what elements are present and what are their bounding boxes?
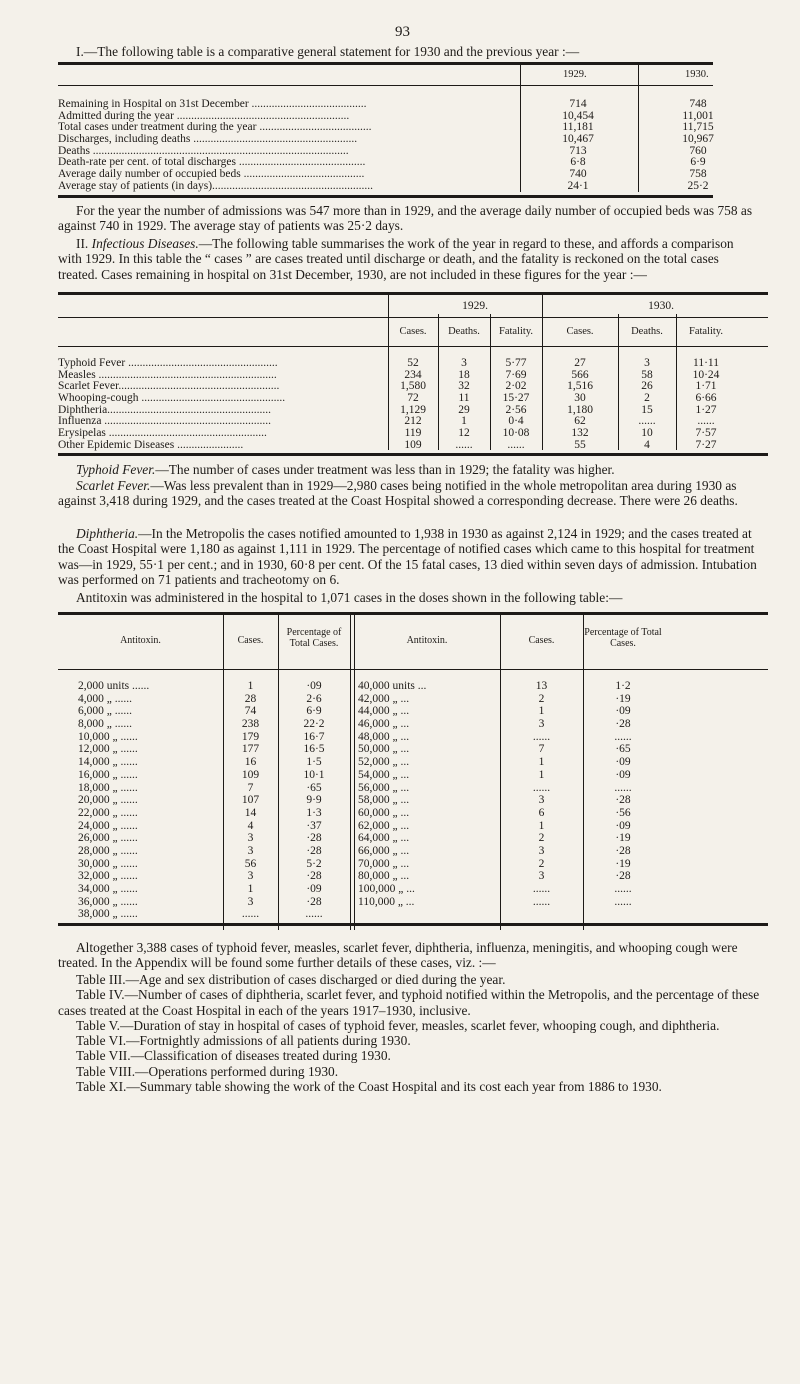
cell-value: 3 [644,357,650,369]
cell-value: 58 [641,368,653,381]
cases-right: ...... [532,895,551,908]
dose-left: 36,000 „ ...... [78,895,138,908]
pct-right: ...... [614,895,632,908]
cases-right: 2 [538,857,545,870]
dose-left: 24,000 „ ...... [78,819,138,832]
typhoid-heading: Typhoid Fever. [76,462,156,477]
pct-left: 1·3 [306,806,322,819]
cases-left: 179 [241,730,260,743]
pct-left: ·09 [306,680,322,692]
cell-value: 119 [404,427,422,440]
cell-value: 29 [458,403,470,416]
cell-value: 30 [574,392,586,405]
pct-left: ·37 [306,819,322,832]
pct-right: 1·2 [615,680,631,692]
para-infectious-body: —The following table summarises the work of the year in regard to these, and affords a comparison with 1929. In this table the “ cases ” are cases treated until discharge or death, and the fatality is reckoned on the total cases treated. Cases remaining in hospital on 31st December, 1930, are not included in these figures for the year :— [58,236,734,282]
column-header: Percentage of Total Cases. [584,627,662,649]
cases-right: 1 [538,705,545,718]
pct-right: ·28 [615,794,631,807]
dose-right: 70,000 „ ... [358,857,410,870]
cell-value: 55 [574,438,586,451]
table-row [58,392,768,404]
dose-left: 10,000 „ ...... [78,730,138,743]
intro-text: I.—The following table is a comparative general statement for 1930 and the previous year :— [76,44,580,59]
pct-right: ·28 [615,844,631,857]
cases-right: 13 [535,680,548,692]
cases-left: 1 [247,680,254,692]
pct-right: ...... [614,730,632,743]
cell-value: 11·11 [693,357,719,369]
cases-left: 74 [244,705,257,718]
pct-right: ·09 [615,768,631,781]
row-label: Average stay of patients (in days)........................................................ [58,179,374,192]
dose-left: 8,000 „ ...... [78,718,132,731]
dose-right: 50,000 „ ... [358,743,410,756]
pct-left: ·28 [306,844,322,857]
dose-right: 42,000 „ ... [358,692,410,705]
cases-right: ...... [532,883,551,895]
table-row [58,870,768,883]
pct-right: ·28 [615,870,631,883]
disease-name: Other Epidemic Diseases ....................... [58,438,244,451]
dose-right: 56,000 „ ... [358,781,410,794]
dose-right: 40,000 units ... [358,680,427,692]
cell-value: 1 [461,415,467,428]
table-row [58,820,768,833]
cell-value: 7·27 [695,438,717,451]
pct-right: ·09 [615,756,631,769]
para-typhoid [58,462,768,477]
appendix-item: Table VII.—Classification of diseases treated during 1930. [76,1048,391,1064]
cases-left: 7 [247,781,254,794]
value-1929: 10,454 [562,109,594,122]
cell-value: 62 [574,415,586,428]
cases-right: 2 [538,832,545,845]
dose-left: 18,000 „ ...... [78,781,138,794]
table-row [58,98,713,110]
row-label: Average daily number of occupied beds .......................................... [58,168,365,181]
para-infectious [58,236,758,282]
table-row [58,404,768,416]
para-admissions: For the year the number of admissions was 547 more than in 1929, and the average daily number of occupied beds was 758 as against 740 in 1929. The average stay of patients was 25·2 days. [58,203,753,234]
cases-left: 238 [241,718,260,731]
pct-right: ·19 [615,692,631,705]
table-row [58,896,768,909]
scarlet-heading: Scarlet Fever. [76,478,151,493]
table-row [58,180,713,192]
cell-value: 1·71 [695,380,717,393]
cell-value: 2 [644,392,650,405]
value-1930: 758 [689,168,707,181]
table-row [58,133,713,145]
cell-value: 15·27 [502,392,530,405]
infectious-table [58,292,768,456]
cell-value: 234 [404,368,422,381]
row-label: Remaining in Hospital on 31st December ........................................ [58,98,367,110]
pct-right: ·19 [615,857,631,870]
pct-right: ...... [614,883,632,895]
pct-left: 16·7 [303,730,325,743]
appendix-item: Table VIII.—Operations performed during 1930. [76,1063,339,1079]
cases-left: 56 [244,857,257,870]
para-antitoxin: Antitoxin was administered in the hospital to 1,071 cases in the doses shown in the following table:— [76,590,623,605]
para-scarlet [58,478,768,509]
column-header: Fatality. [498,326,534,337]
dose-right: 66,000 „ ... [358,844,410,857]
pct-left: 5·2 [306,857,322,870]
cases-left: 4 [247,819,254,832]
diphtheria-body: —In the Metropolis the cases notified amounted to 1,938 in 1930 as against 2,124 in 1929; and the cases treated at the Coast Hospital were 1,180 as against 1,111 in 1929. The percentage of notified cases which came to this hospital for treatment was—in 1929, 55·1 per cent.; and in 1930, 60·8 per cent. Of the 15 fatal cases, 13 died within seven days of admission. Intubation was performed on 71 patients and tracheotomy on 6. [58,526,757,587]
cases-left: 107 [241,794,260,807]
row-label: Discharges, including deaths ......................................................... [58,133,358,146]
cases-right: 7 [538,743,545,756]
table-row [58,145,713,157]
cell-value: ...... [507,438,525,451]
cases-left: 3 [247,870,254,883]
dose-left: 34,000 „ ...... [78,883,138,895]
value-1930: 10,967 [682,133,714,146]
pct-left: 2·6 [306,692,322,705]
table-row [58,883,768,896]
value-1929: 740 [569,168,587,181]
cell-value: 212 [404,415,422,428]
table-row [58,782,768,795]
disease-name: Erysipelas ....................................................... [58,427,267,440]
cell-value: 0·4 [508,415,524,428]
cell-value: 6·66 [695,392,717,405]
dose-left: 12,000 „ ...... [78,743,138,756]
table-row [58,693,768,706]
cell-value: 32 [458,380,470,393]
para-infectious-number: II. [76,236,92,251]
pct-left: ·28 [306,870,322,883]
table-row [58,794,768,807]
scarlet-body: —Was less prevalent than in 1929—2,980 cases being notified in the whole metropolitan area during 1930 as against 3,418 during 1929, and the cases treated at the Coast Hospital showed a corresponding decrease. There were 26 deaths. [58,478,738,509]
value-1929: 10,467 [562,133,594,146]
dose-right: 64,000 „ ... [358,832,410,845]
cell-value: 7·69 [505,368,527,381]
pct-left: 9·9 [306,794,322,807]
cell-value: 11 [458,392,470,405]
pct-right: ·19 [615,832,631,845]
cell-value: 3 [461,357,467,369]
table-row [58,121,713,133]
cell-value: 18 [458,368,470,381]
appendix-item: Table VI.—Fortnightly admissions of all patients during 1930. [76,1033,411,1049]
table-row [58,415,768,427]
column-header: Deaths. [631,326,663,337]
dose-right: 46,000 „ ... [358,718,410,731]
dose-right: 62,000 „ ... [358,819,410,832]
cases-left: 16 [244,756,257,769]
table-row [58,427,768,439]
typhoid-body: —The number of cases under treatment was less than in 1929; the fatality was higher. [155,462,615,477]
table-row [58,858,768,871]
value-1929: 713 [569,144,587,157]
cases-left: 109 [241,768,260,781]
table-row [58,908,768,921]
cell-value: 52 [407,357,419,369]
table-row [58,705,768,718]
cases-left: 3 [247,844,254,857]
cell-value: ...... [638,415,656,428]
value-1929: 6·8 [570,156,586,169]
table-row [58,743,768,756]
pct-left: ·65 [306,781,322,794]
cases-right: 6 [538,806,545,819]
dose-left: 16,000 „ ...... [78,768,138,781]
cell-value: 4 [644,438,650,451]
appendix-item: Table V.—Duration of stay in hospital of cases of typhoid fever, measles, scarlet fever, whooping cough, and diphtheria. [76,1017,720,1033]
pct-right: ...... [614,781,632,794]
dose-right: 100,000 „ ... [358,883,415,895]
table-row [58,156,713,168]
value-1930: 760 [689,144,707,157]
column-header: Percentage of Total Cases. [286,627,342,649]
cases-left: 177 [241,743,260,756]
dose-right: 80,000 „ ... [358,870,410,883]
cases-left: 3 [247,895,254,908]
pct-left: 6·9 [306,705,322,718]
dose-left: 28,000 „ ...... [78,844,138,857]
cell-value: 15 [641,403,653,416]
cell-value: 5·77 [505,357,527,369]
cell-value: 12 [458,427,470,440]
disease-name: Typhoid Fever .................................................... [58,357,278,369]
appendix-item: Table XI.—Summary table showing the work of the Coast Hospital and its cost each year from 1886 to 1930. [76,1079,662,1095]
page-number: 93 [395,24,410,40]
cell-value: 27 [574,357,586,369]
diphtheria-heading: Diphtheria. [76,526,139,541]
table-row [58,845,768,858]
row-label: Total cases under treatment during the year ....................................... [58,121,372,134]
cell-value: 1,129 [400,403,426,416]
table-row [58,357,768,369]
disease-name: Scarlet Fever........................................................ [58,380,280,393]
value-1930: 748 [689,98,707,110]
value-1930: 6·9 [690,156,706,169]
row-label: Admitted during the year ............................................................ [58,109,350,122]
column-header: Cases. [237,635,264,646]
column-header: Cases. [399,326,427,337]
cases-left: 3 [247,832,254,845]
dose-right: 60,000 „ ... [358,806,410,819]
pct-right: ·65 [615,743,631,756]
disease-name: Whooping-cough .................................................. [58,392,286,405]
value-1929: 11,181 [562,121,594,134]
value-1929: 24·1 [567,179,589,192]
pct-left: 22·2 [303,718,325,731]
cell-value: 132 [571,427,589,440]
cases-left: 14 [244,806,257,819]
pct-left: ·09 [306,883,322,895]
disease-name: Influenza .......................................................... [58,415,272,428]
cell-value: 10·08 [502,427,530,440]
cases-right: 2 [538,692,545,705]
pct-right: ·09 [615,819,631,832]
pct-left: 16·5 [303,743,325,756]
appendix-list [58,972,768,1094]
dose-right: 52,000 „ ... [358,756,410,769]
year-1929-group: 1929. [462,300,488,312]
pct-left: ·28 [306,895,322,908]
pct-right: ·56 [615,806,631,819]
cases-right: 3 [538,794,545,807]
table-row [58,680,768,693]
para-diphtheria [58,526,768,587]
cases-right: 1 [538,756,545,769]
dose-left: 6,000 „ ...... [78,705,132,718]
pct-left: ...... [305,908,323,921]
para-infectious-heading: Infectious Diseases. [91,236,199,251]
cell-value: ...... [697,415,715,428]
dose-left: 32,000 „ ...... [78,870,138,883]
cell-value: 1·27 [695,403,717,416]
cases-right: ...... [532,730,551,743]
cell-value: 1,516 [567,380,593,393]
dose-left: 30,000 „ ...... [78,857,138,870]
cases-right: 1 [538,768,545,781]
para-closing: Altogether 3,388 cases of typhoid fever, measles, scarlet fever, diphtheria, influenza, meningitis, and whooping cough were treated. In the Appendix will be found some further details of these cases, viz. :— [58,940,738,971]
value-1930: 11,001 [682,109,714,122]
general-table [58,62,713,198]
cell-value: 109 [404,438,422,451]
value-1929: 714 [569,98,587,110]
value-1930: 25·2 [687,179,709,192]
cases-right: 3 [538,718,545,731]
dose-right: 58,000 „ ... [358,794,410,807]
row-label: Deaths ......................................................................................... [58,144,349,157]
dose-right: 48,000 „ ... [358,730,410,743]
dose-right: 54,000 „ ... [358,768,410,781]
column-header: Antitoxin. [406,635,448,646]
antitoxin-table [58,612,768,926]
dose-left: 14,000 „ ...... [78,756,138,769]
cell-value: 26 [641,380,653,393]
cell-value: 566 [571,368,589,381]
cell-value: 72 [407,392,419,405]
dose-right: 44,000 „ ... [358,705,410,718]
column-header: Cases. [566,326,594,337]
cases-left: 1 [247,883,254,895]
cases-left: ...... [241,908,260,921]
table-row [58,439,768,451]
column-header: Fatality. [688,326,724,337]
cell-value: 10·24 [692,368,720,381]
column-header: Deaths. [448,326,480,337]
table-row [58,110,713,122]
cell-value: 2·56 [505,403,527,416]
cases-right: 3 [538,844,545,857]
disease-name: Measles .............................................................. [58,368,277,381]
table-row [58,718,768,731]
appendix-item: Table III.—Age and sex distribution of cases discharged or died during the year. [76,972,506,987]
cases-right: 1 [538,819,545,832]
dose-left: 20,000 „ ...... [78,794,138,807]
table-row [58,380,768,392]
dose-left: 22,000 „ ...... [78,806,138,819]
cell-value: ...... [455,438,473,451]
cell-value: 1,580 [400,380,426,393]
year-1930-group: 1930. [648,300,674,312]
pct-left: 1·5 [306,756,322,769]
pct-left: 10·1 [303,768,325,781]
dose-left: 38,000 „ ...... [78,908,138,921]
cell-value: 10 [641,427,653,440]
table-row [58,756,768,769]
dose-left: 4,000 „ ...... [78,692,132,705]
cell-value: 2·02 [505,380,527,393]
cases-right: 3 [538,870,545,883]
dose-right: 110,000 „ ... [358,895,415,908]
table-row [58,832,768,845]
dose-left: 2,000 units ...... [78,680,150,692]
table-row [58,168,713,180]
column-header: Cases. [528,635,555,646]
value-1930: 11,715 [682,121,714,134]
column-header: Antitoxin. [120,635,161,646]
row-label: Death-rate per cent. of total discharges ............................................ [58,156,366,169]
cases-right: ...... [532,781,551,794]
table-row [58,369,768,381]
year-1929-header: 1929. [563,69,587,80]
year-1930-header: 1930. [685,69,709,80]
table-row [58,769,768,782]
appendix-item: Table IV.—Number of cases of diphtheria, scarlet fever, and typhoid notified within the Metropolis, and the percentage of these cases treated at the Coast Hospital in each of the years 1917–1930, inclusive. [58,987,760,1018]
cases-left: 28 [244,692,257,705]
disease-name: Diphtheria......................................................... [58,403,272,416]
pct-right: ·09 [615,705,631,718]
table-row [58,807,768,820]
dose-left: 26,000 „ ...... [78,832,138,845]
cell-value: 1,180 [567,403,593,416]
pct-right: ·28 [615,718,631,731]
cell-value: 7·57 [695,427,717,440]
pct-left: ·28 [306,832,322,845]
table-row [58,731,768,744]
